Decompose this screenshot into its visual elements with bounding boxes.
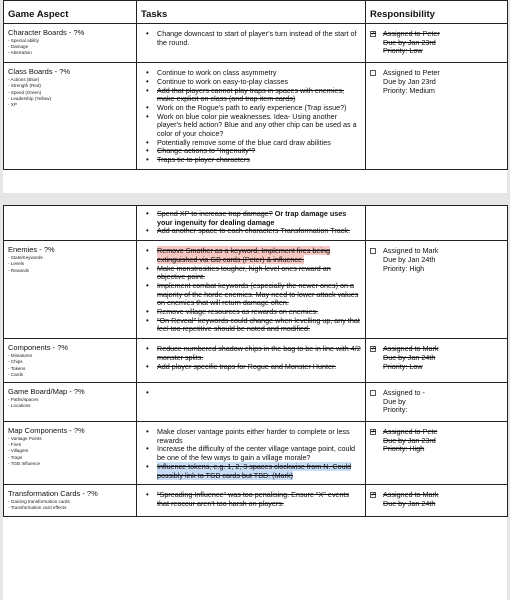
responsibility-cell (366, 241, 508, 339)
task-text: "Spreading Influence" was too penalising. Ensure "X" events that reoccur aren't too harsh on players. (157, 490, 350, 508)
aspect-subitem: - Cards (8, 371, 24, 377)
aspect-title: Character Boards - ?% (8, 28, 85, 37)
task-item (157, 445, 361, 462)
responsibility-text: Priority: High (383, 263, 425, 273)
responsibility-text: Due by Jan 24th (383, 352, 436, 362)
aspect-subitem: - Stats/Keywords (8, 255, 43, 261)
responsibility-text: Assigned to Mark (383, 344, 439, 354)
task-text: Change actions to "Ingenuity"? (157, 146, 256, 156)
responsibility-line (383, 87, 503, 96)
responsibility-line (383, 406, 503, 415)
tasks-cell (137, 241, 366, 339)
checkbox-icon (370, 390, 376, 396)
task-item (157, 247, 361, 264)
checked-checkbox-icon: ✓ (371, 346, 377, 353)
aspect-subitem: - Damage (8, 44, 29, 50)
task-item (157, 227, 361, 236)
responsibility-text: Due by Jan 23rd (383, 37, 436, 47)
responsibility-text: Assigned to Peter (383, 29, 440, 38)
responsibility-text: Due by Jan 24th (383, 498, 436, 508)
aspect-cell (4, 339, 137, 383)
task-text: Work on blue color pie weaknesses. Idea- Using another player's held action? Blue and any other chip can be used as a color of your choice? (157, 111, 357, 139)
responsibility-text: Due by Jan 23rd (383, 76, 436, 86)
task-text: "On Reveal" keywords could change when levelling up, any that feel too repetitive should be noted and modified. (157, 315, 360, 334)
task-item (157, 282, 361, 308)
task-item (157, 491, 361, 508)
document-page-2 (3, 205, 507, 600)
task-item (157, 463, 361, 480)
table-row (4, 339, 508, 383)
task-text: Add that players cannot play traps in spaces with enemies, make explicit on class (and trap item cards) (157, 85, 344, 104)
task-list (137, 339, 365, 375)
responsibility-block (370, 345, 503, 371)
aspect-subitem: - TGB Influence (8, 460, 41, 466)
responsibility-text: Priority: Medium (383, 85, 435, 95)
responsibility-text: Due by Jan 23rd (383, 435, 436, 445)
responsibility-block (370, 69, 503, 95)
aspect-cell-empty (4, 206, 137, 241)
aspect-title: Game Board/Map - ?% (8, 386, 85, 396)
aspect-cell (4, 382, 137, 421)
task-list (137, 241, 365, 338)
aspect-subitem: - Transformation card effects (8, 505, 67, 511)
responsibility-line (383, 47, 503, 56)
task-text: Make monstrosities tougher, high level ones reward an objective point. (157, 263, 331, 282)
responsibility-text: Assigned to - (383, 387, 425, 397)
responsibility-text: Assigned to Mark (383, 490, 439, 500)
aspect-cell (4, 63, 137, 170)
aspect-subitem: - Aberration (8, 50, 32, 56)
table-row-continued (4, 206, 508, 241)
aspect-subitem: - Special ability (8, 38, 39, 43)
aspect-subitem: - Tokens (8, 365, 26, 371)
task-list (137, 383, 365, 393)
task-item (157, 156, 361, 165)
checked-checkbox-icon: ✓ (371, 429, 377, 436)
responsibility-block (370, 30, 503, 56)
header-responsibility: Responsibility (366, 1, 508, 24)
responsibility-cell (366, 485, 508, 516)
aspect-title: Components - ?% (8, 343, 69, 353)
responsibility-text: Assigned to Peter (383, 68, 440, 78)
aspect-subitem: - Gaining transformation cards (8, 499, 70, 505)
responsibility-line (383, 500, 503, 509)
tasks-cell (137, 382, 366, 421)
aspect-subitem: - Speed (Green) (8, 89, 42, 95)
task-item (157, 345, 361, 362)
task-text: Remove Smother as a keyword. Implement fires being extinguished via GB cards (Peter) & influence. (157, 246, 330, 264)
responsibility-line (383, 363, 503, 372)
aspect-cell (4, 485, 137, 516)
task-text: Influence tokens, e.g. 1, 2, 3 spaces clockwise from N. Could possibly link to TGB cards but TBD. (Mark) (157, 461, 352, 480)
checked-checkbox-icon: ✓ (371, 492, 377, 499)
aspect-subitem: - Leadership (Yellow) (8, 95, 51, 101)
aspect-subitem: - Rewards (8, 267, 29, 273)
task-list (137, 206, 365, 240)
aspect-subitem: - Strength (Red) (8, 83, 41, 89)
task-list (137, 422, 365, 484)
tasks-cell (137, 206, 366, 241)
aspect-cell (4, 24, 137, 63)
tasks-cell (137, 485, 366, 516)
responsibility-cell (366, 422, 508, 485)
task-list (137, 63, 365, 169)
task-item (157, 87, 361, 104)
aspect-title: Class Boards - ?% (8, 67, 71, 77)
responsibility-block (370, 428, 503, 454)
task-item (157, 265, 361, 282)
task-text: Work on the Rogue's path to early experience (Trap issue?) (157, 102, 347, 112)
task-text: Continue to work on easy-to-play classes (157, 76, 289, 86)
aspect-subitem: - Vantage Points (8, 436, 42, 442)
header-tasks: Tasks (137, 1, 366, 24)
aspect-title: Map Components - ?% (8, 426, 85, 436)
task-text: Traps tie to player characters (157, 155, 250, 165)
aspect-title: Transformation Cards - ?% (8, 489, 98, 499)
aspect-subitem: - Paths/spaces (8, 396, 39, 402)
responsibility-text: Due by (383, 396, 406, 406)
responsibility-block (370, 389, 503, 415)
responsibility-text: Priority: High (383, 444, 425, 454)
task-text: Make closer vantage points either harder to complete or less rewards (157, 427, 350, 445)
table-row (4, 382, 508, 421)
checkbox-icon (370, 70, 376, 76)
responsibility-block (370, 491, 503, 508)
responsibility-text: Priority: Low (383, 46, 423, 56)
tasks-cell (137, 24, 366, 63)
aspect-title: Enemies - ?% (8, 245, 55, 255)
responsibility-text: Assigned to Pete (383, 427, 438, 437)
task-text: Continue to work on class asymmetry (157, 68, 277, 78)
responsibility-cell (366, 63, 508, 170)
header-game-aspect: Game Aspect (4, 1, 137, 24)
aspect-subitem: - Traps (8, 454, 23, 460)
task-list (137, 485, 365, 512)
responsibility-cell (366, 382, 508, 421)
task-text: Spend XP to increase trap damage? (157, 209, 273, 218)
aspect-subitem: - Fires (8, 442, 22, 448)
table-row (4, 485, 508, 516)
aspect-subitem: - Locations (8, 403, 31, 409)
tasks-cell (137, 63, 366, 170)
table-row (4, 63, 508, 170)
checked-checkbox-icon: ✓ (371, 31, 377, 37)
responsibility-line (383, 445, 503, 454)
responsibility-line (383, 265, 503, 274)
responsibility-cell (366, 339, 508, 383)
task-text: Reduce numbered shadow chips in the bag to be in line with 4/2 monster splits. (157, 344, 361, 362)
task-table-page-1 (3, 0, 508, 170)
task-item (157, 210, 361, 227)
table-row (4, 241, 508, 339)
aspect-cell (4, 422, 137, 485)
responsibility-block (370, 247, 503, 273)
aspect-subitem: - Chips (8, 359, 23, 365)
task-item (157, 113, 361, 139)
task-text: Implement combat keywords (especially the newer ones) on a majority of the horde enemies. May need to lower attack values on enemies that will return damage often. (157, 280, 359, 308)
task-item (157, 317, 361, 334)
responsibility-text: Priority: (383, 405, 408, 415)
task-item (157, 428, 361, 445)
responsibility-text: Priority: Low (383, 361, 423, 371)
tasks-cell (137, 339, 366, 383)
checkbox-icon (370, 248, 376, 254)
table-row (4, 422, 508, 485)
task-text: Add player specific traps for Rogue and Monster Hunter. (157, 361, 336, 371)
table-header-row (4, 1, 508, 24)
responsibility-text: Assigned to Mark (383, 246, 439, 256)
responsibility-cell-empty (366, 206, 508, 241)
aspect-subitem: - Miniatures (8, 353, 32, 359)
task-item (157, 363, 361, 372)
responsibility-text: Due by Jan 24th (383, 254, 436, 264)
task-list (137, 24, 365, 51)
aspect-subitem: - Villagers (8, 448, 29, 454)
task-text: Remove village resources as rewards on enemies. (157, 307, 318, 317)
task-text: Potentially remove some of the blue card draw abilities (157, 137, 331, 147)
aspect-subitem: - Levels (8, 261, 25, 267)
task-text: Change downcast to start of player's turn instead of the start of the round. (157, 29, 357, 47)
aspect-subitem: - Actions (Blue) (8, 77, 40, 83)
task-item (157, 30, 361, 47)
task-text: Add another space to each characters Transformation Track. (157, 226, 350, 236)
task-text-extra: Or trap damage uses your ingenuity for dealing damage (157, 209, 347, 227)
document-page-1 (3, 0, 507, 193)
tasks-cell (137, 422, 366, 485)
aspect-subitem: - XP (8, 101, 17, 107)
responsibility-cell (366, 24, 508, 63)
task-text: Increase the difficulty of the center village vantage point, could be one of the few ways to gain a village morale? (157, 444, 356, 463)
aspect-cell (4, 241, 137, 339)
table-row (4, 24, 508, 63)
task-table-page-2 (3, 205, 508, 517)
